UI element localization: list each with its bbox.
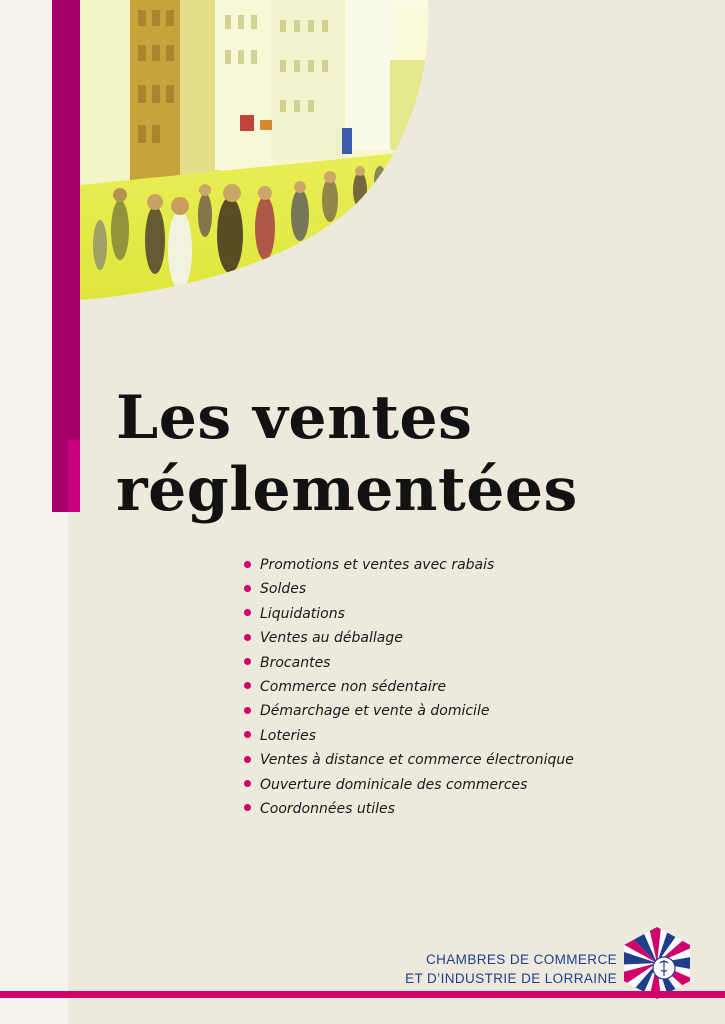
list-item: Soldes <box>244 577 574 601</box>
bullet-icon <box>244 585 251 592</box>
bullet-icon <box>244 780 251 787</box>
bullet-icon <box>244 658 251 665</box>
magenta-accent-tab <box>68 440 80 512</box>
photo-illustration <box>80 0 430 300</box>
bullet-icon <box>244 682 251 689</box>
cci-lorraine-logo-icon <box>620 926 694 1000</box>
bullet-icon <box>244 804 251 811</box>
list-item: Loteries <box>244 724 574 748</box>
bullet-icon <box>244 609 251 616</box>
title-line-2: réglementées <box>116 455 578 525</box>
bullet-icon <box>244 756 251 763</box>
list-item: Liquidations <box>244 602 574 626</box>
bottom-accent-bar <box>0 991 725 998</box>
bullet-icon <box>244 561 251 568</box>
title-line-1: Les ventes <box>116 383 473 453</box>
bullet-icon <box>244 731 251 738</box>
bullet-icon <box>244 707 251 714</box>
list-item: Promotions et ventes avec rabais <box>244 553 574 577</box>
street-crowd-photo <box>80 0 430 300</box>
list-item: Coordonnées utiles <box>244 797 574 821</box>
magenta-accent-bar <box>52 0 80 512</box>
list-item: Brocantes <box>244 651 574 675</box>
bullet-icon <box>244 634 251 641</box>
publisher-line-1: CHAMBRES DE COMMERCE <box>425 952 617 967</box>
list-item: Démarchage et vente à domicile <box>244 699 574 723</box>
list-item: Ventes au déballage <box>244 626 574 650</box>
list-item: Commerce non sédentaire <box>244 675 574 699</box>
list-item: Ventes à distance et commerce électronique <box>244 748 574 772</box>
list-item: Ouverture dominicale des commerces <box>244 773 574 797</box>
publisher-name <box>405 950 617 988</box>
topic-list <box>244 553 574 821</box>
publisher-line-2: ET D’INDUSTRIE DE LORRAINE <box>405 971 617 986</box>
document-title <box>116 382 578 526</box>
